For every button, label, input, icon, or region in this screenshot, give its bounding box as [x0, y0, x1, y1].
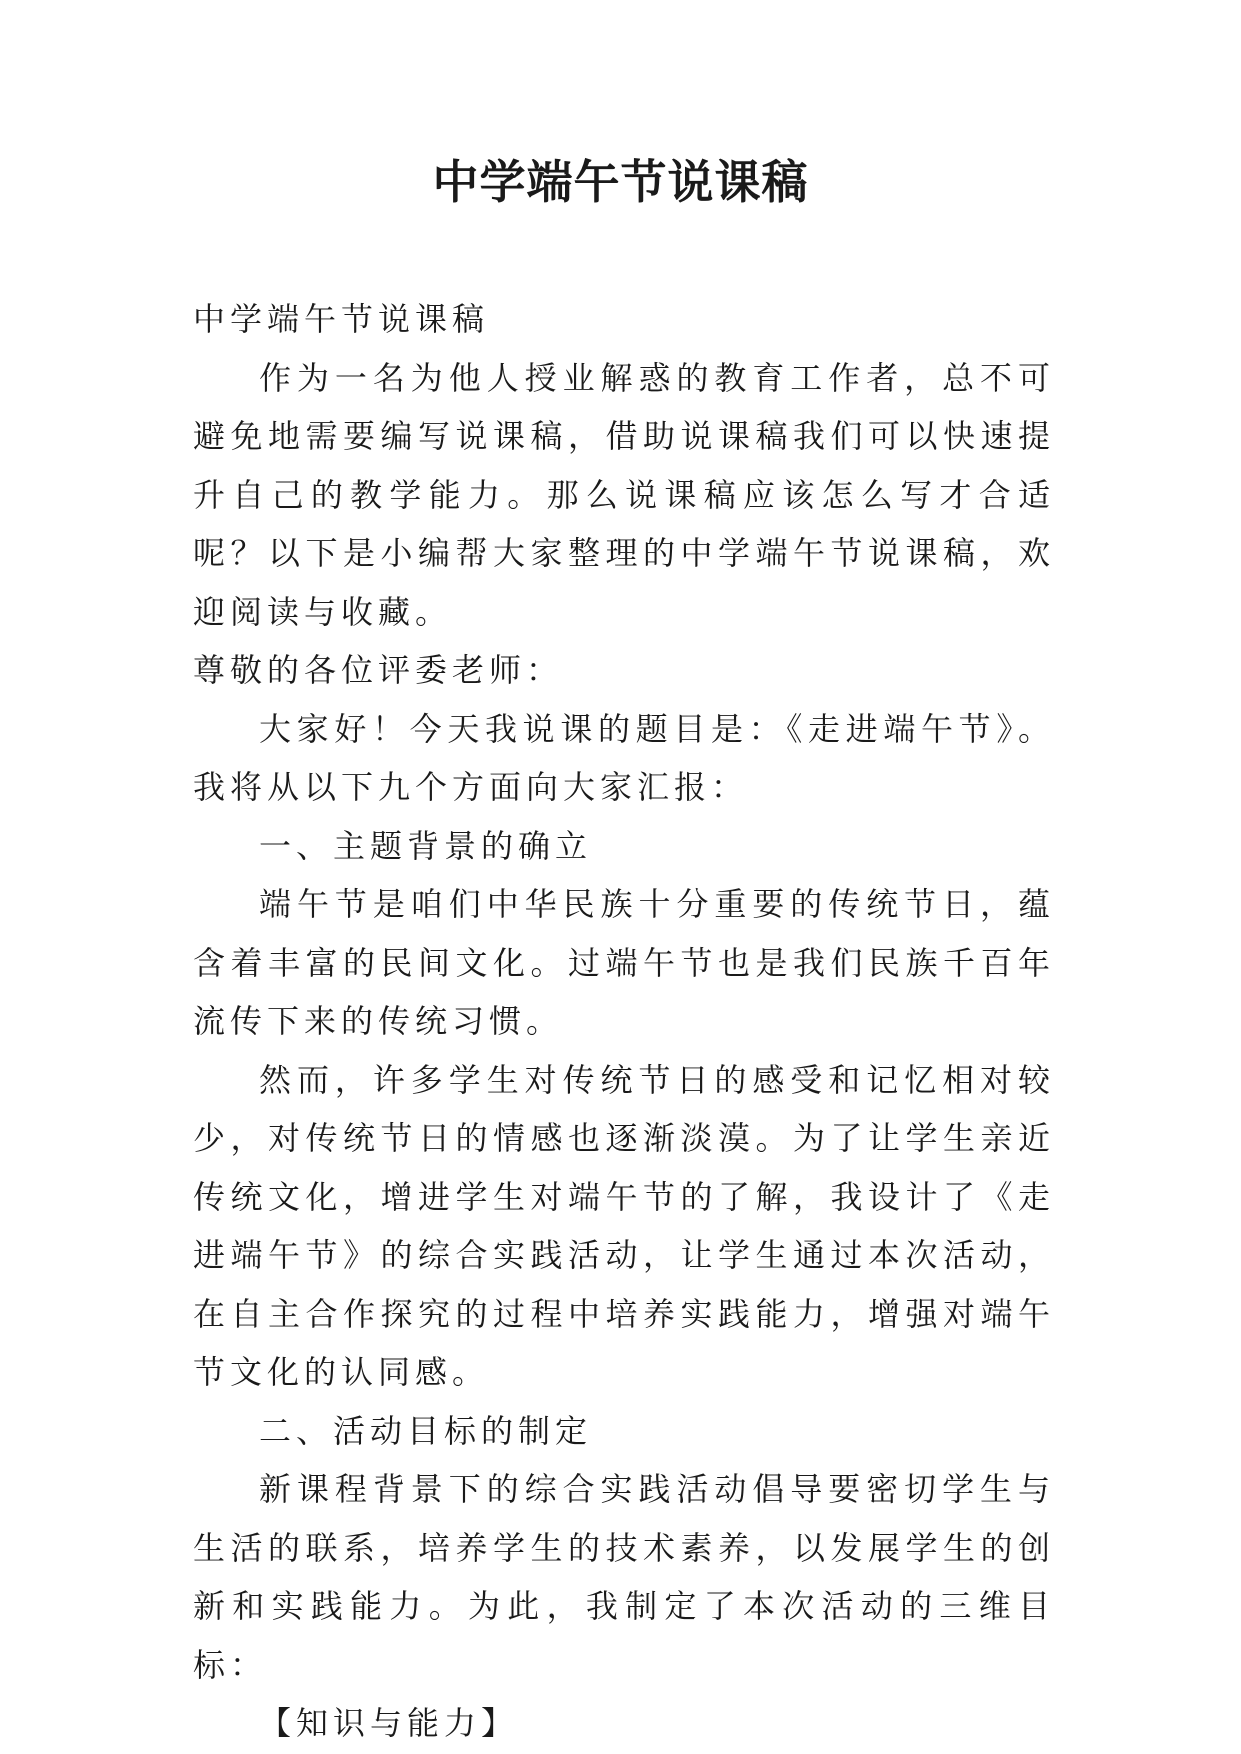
paragraph-goals: 新课程背景下的综合实践活动倡导要密切学生与生活的联系，培养学生的技术素养，以发展学生的创新和实践能力。为此，我制定了本次活动的三维目标：: [193, 1470, 1055, 1684]
subsection-heading-knowledge: 【知识与能力】: [259, 1704, 519, 1742]
paragraph-subtitle: 中学端午节说课稿: [193, 300, 490, 338]
paragraph-background-1: 端午节是咱们中华民族十分重要的传统节日，蕴含着丰富的民间文化。过端午节也是我们民族千百年流传下来的传统习惯。: [193, 885, 1055, 1040]
document-title: 中学端午节说课稿: [432, 155, 809, 209]
paragraph-background-2: 然而，许多学生对传统节日的感受和记忆相对较少，对传统节日的情感也逐渐淡漠。为了让学生亲近传统文化，增进学生对端午节的了解，我设计了《走进端午节》的综合实践活动，让学生通过本次活动，在自主合作探究的过程中培养实践能力，增强对端午节文化的认同感。: [193, 1060, 1055, 1391]
document-body: [193, 290, 1055, 1753]
paragraph-greeting: 大家好！今天我说课的题目是：《走进端午节》。我将从以下九个方面向大家汇报：: [193, 709, 1055, 806]
section-heading-2: 二、活动目标的制定: [259, 1411, 593, 1450]
paragraph-salutation: 尊敬的各位评委老师：: [193, 651, 564, 689]
paragraph-intro: 作为一名为他人授业解惑的教育工作者，总不可避免地需要编写说课稿，借助说课稿我们可以快速提升自己的教学能力。那么说课稿应该怎么写才合适呢？以下是小编帮大家整理的中学端午节说课稿，欢迎阅读与收藏。: [193, 358, 1055, 631]
section-heading-1: 一、主题背景的确立: [259, 826, 593, 865]
